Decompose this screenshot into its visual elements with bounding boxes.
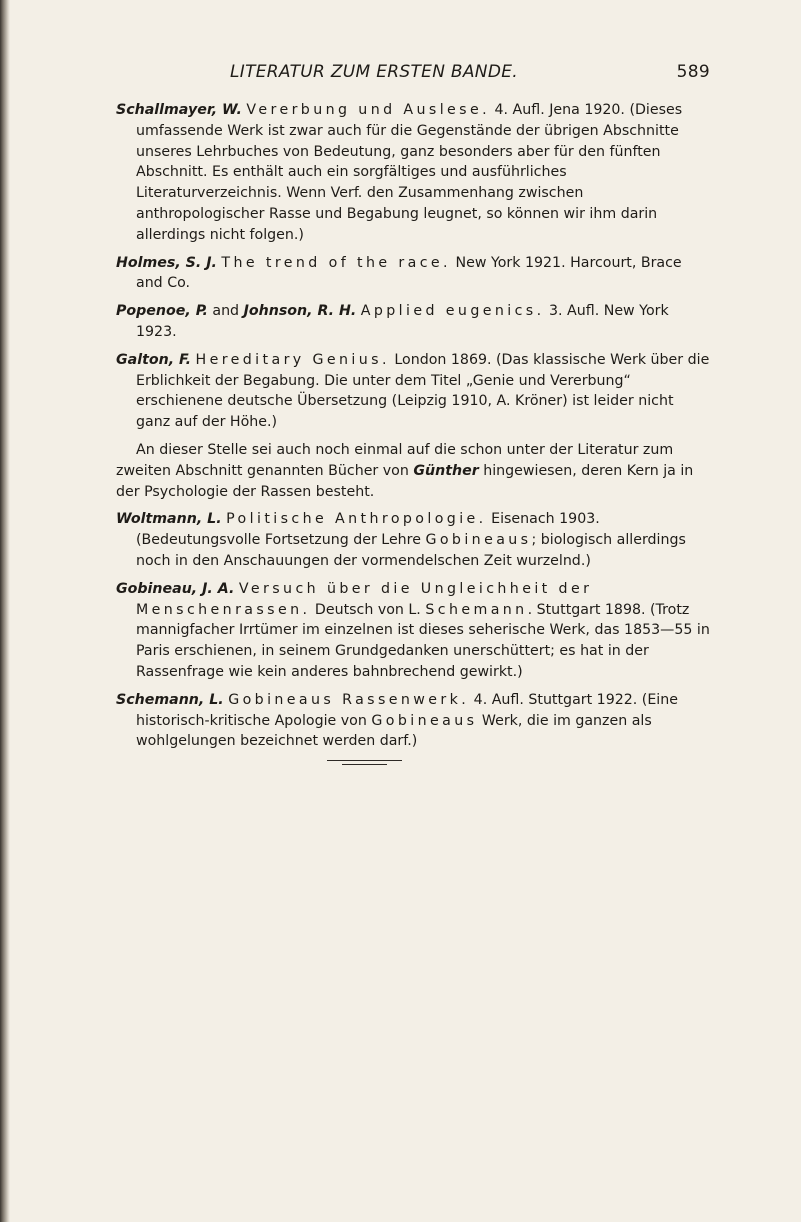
entry-details: Deutsch von L. — [314, 601, 421, 618]
note-text-after: hingewiesen, deren Kern ja in der Psychologie der Rassen besteht. — [116, 462, 694, 500]
entry-details-end: . Stuttgart 1898. (Trotz mannigfacher Irrtümer im einzelnen ist dieses seherische Werk, das 1853—55 in Paris erschienen, in seinem Grundgedanken unerschüttert; es hat in der Rassenfrage wie kein anderes bahnbrechend gewirkt.) — [136, 601, 710, 680]
document-page — [116, 58, 710, 759]
entry-author: Woltmann, L. — [116, 511, 222, 528]
entry-details: London 1869. (Das klassische Werk über die Erblichkeit der Begabung. Die unter dem Titel „Genie und Vererbung“ erschienene deutsche Übersetzung (Leipzig 1910, A. Kröner) ist leider nicht ganz auf der Höhe.) — [136, 351, 710, 431]
entry-details: Eisenach 1903. (Bedeutungsvolle Fortsetzung der Lehre — [136, 511, 600, 549]
bibliography-entry — [116, 690, 710, 752]
entry-details: 4. Aufl. Jena 1920. (Dieses umfassende Werk ist zwar auch für die Gegenstände der übrigen Abschnitte unseres Lehrbuches von Bedeutung, ganz besonders aber für den fünften Abschnitt. Es enthält auch ein sorgfältiges und ausführliches Literaturverzeichnis. Wenn Verf. den Zusammenhang zwischen anthropologischer Rasse und Begabung leugnet, so können wir ihm darin allerdings nicht folgen.) — [136, 102, 683, 243]
entry-title: Vererbung und Auslese. — [246, 102, 490, 118]
entry-details: 4. Aufl. Stuttgart 1922. (Eine historisch-kritische Apologie von — [136, 691, 678, 729]
running-header — [116, 58, 710, 88]
note-text-before: An dieser Stelle sei auch noch einmal auf die schon unter der Literatur zum zweiten Abschnitt genannten Bücher von — [116, 441, 674, 479]
bibliography-list — [116, 100, 710, 752]
bibliography-entry — [116, 253, 710, 295]
entry-title: Politische Anthropologie. — [226, 511, 487, 528]
entry-title: Versuch über die Ungleichheit der Menschenrassen. — [136, 580, 593, 618]
note-author-name: Günther — [413, 462, 479, 479]
entry-author: Schallmayer, W. — [116, 102, 242, 118]
entry-title: Hereditary Genius. — [195, 351, 390, 368]
entry-title: Gobineaus Rassenwerk. — [228, 691, 470, 708]
bibliography-entry — [116, 350, 710, 433]
entry-details-end: ; biologisch allerdings noch in den Anschauungen der vormendelschen Zeit wurzelnd.) — [136, 532, 686, 569]
entry-author: Galton, F. — [116, 351, 191, 368]
entry-spaced-name: Gobineaus — [371, 712, 478, 729]
note-paragraph — [116, 440, 710, 502]
page-binding-edge — [0, 0, 10, 1222]
bibliography-entry — [116, 301, 710, 343]
bibliography-entry — [116, 509, 710, 571]
entry-title: The trend of the race. — [221, 254, 451, 271]
bibliography-entry — [116, 579, 710, 683]
entry-author: Holmes, S. J. — [116, 254, 217, 271]
entry-title: Applied eugenics. — [360, 303, 545, 320]
end-rule-short — [342, 764, 387, 765]
bibliography-entry — [116, 100, 710, 246]
entry-details: New York 1921. Harcourt, Brace and Co. — [136, 254, 682, 292]
entry-details-end: Werk, die im ganzen als wohlgelungen bezeichnet werden darf.) — [136, 712, 652, 750]
entry-author: Popenoe, P. — [116, 303, 208, 320]
entry-author: Schemann, L. — [116, 691, 224, 708]
entry-details: 3. Aufl. New York 1923. — [136, 303, 669, 340]
end-rule — [327, 760, 402, 761]
entry-spaced-name: Schemann — [425, 601, 528, 618]
entry-author: Gobineau, J. A. — [116, 580, 235, 597]
header-title: LITERATUR ZUM ERSTEN BANDE. — [230, 62, 518, 82]
page-number: 589 — [676, 62, 710, 82]
entry-connector: and — [212, 303, 240, 320]
entry-spaced-name: Gobineaus — [425, 532, 532, 549]
entry-coauthor: Johnson, R. H. — [243, 303, 357, 320]
